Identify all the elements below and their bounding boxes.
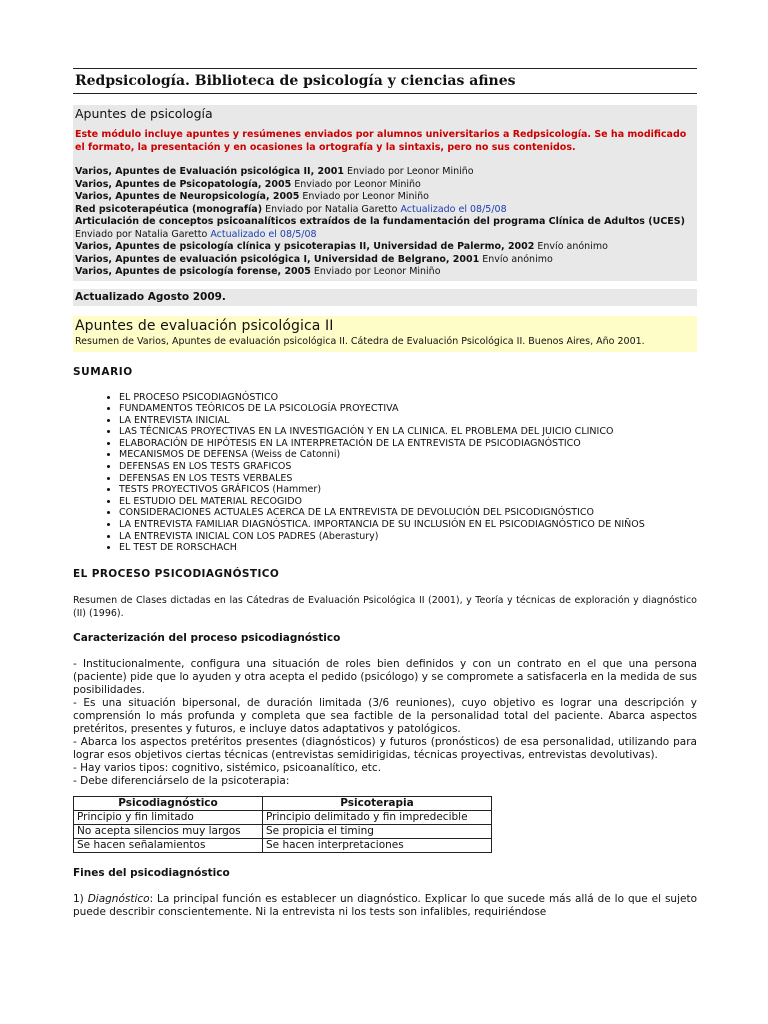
table-header-row <box>74 796 492 810</box>
caracterizacion-point: - Debe diferenciárselo de la psicoterapia: <box>73 774 290 787</box>
sumario-item[interactable]: • FUNDAMENTOS TEÓRICOS DE LA PSICOLOGÍA PROYECTIVA <box>119 403 697 415</box>
sumario-item[interactable]: • MECANISMOS DE DEFENSA (Weiss de Catonni) <box>119 449 697 461</box>
comparison-table <box>73 796 492 853</box>
apunte-item <box>75 216 695 229</box>
notice-text: Este módulo incluye apuntes y resúmenes enviados por alumnos universitarios a Redpsicología. Se ha modificado el formato, la presentación y en ocasiones la ortografía y la sintaxis, pero no sus contenidos. <box>75 129 687 153</box>
sumario-item[interactable]: • LA ENTREVISTA FAMILIAR DIAGNÓSTICA. IMPORTANCIA DE SU INCLUSIÓN EN EL PSICODIAGNÓSTICO DE NIÑOS <box>119 519 697 531</box>
sumario-item[interactable]: • DEFENSAS EN LOS TESTS VERBALES <box>119 473 697 485</box>
apunte-updated: Actualizado el 08/5/08 <box>210 228 317 240</box>
caracterizacion-heading: Caracterización del proceso psicodiagnóstico <box>73 631 341 644</box>
fines-paragraph <box>73 893 697 919</box>
document-title: Apuntes de evaluación psicológica II <box>75 317 334 334</box>
apunte-title[interactable]: Varios, Apuntes de Neuropsicología, 2005 <box>75 191 300 202</box>
apuntes-heading: Apuntes de psicología <box>75 106 213 121</box>
table-row <box>74 838 492 852</box>
apunte-title[interactable]: Varios, Apuntes de Psicopatología, 2005 <box>75 178 292 190</box>
apunte-item <box>75 204 695 217</box>
sumario-item[interactable]: • ELABORACIÓN DE HIPÓTESIS EN LA INTERPRETACIÓN DE LA ENTREVISTA DE PSICODIAGNÓSTICO <box>119 438 697 450</box>
apunte-title[interactable]: Varios, Apuntes de Evaluación psicológica II, 2001 <box>75 166 344 177</box>
apunte-title[interactable]: Varios, Apuntes de psicología forense, 2005 <box>75 266 311 277</box>
document-subtitle: Resumen de Varios, Apuntes de evaluación psicológica II. Cátedra de Evaluación Psicológica II. Buenos Aires, Año 2001. <box>75 335 645 347</box>
apunte-sender: Enviado por Natalia Garetto <box>262 203 401 215</box>
updated-label: Actualizado Agosto 2009. <box>73 289 697 306</box>
table-body <box>74 810 492 852</box>
apunte-updated: Actualizado el 08/5/08 <box>400 203 507 215</box>
sumario-heading: SUMARIO <box>73 365 133 378</box>
apunte-title[interactable]: Varios, Apuntes de psicología clínica y psicoterapias II, Universidad de Palermo, 2002 <box>75 241 535 252</box>
site-title: Redpsicología. Biblioteca de psicología y ciencias afines <box>73 68 697 94</box>
table-cell: Principio y fin limitado <box>74 810 263 824</box>
table-cell: Se propicia el timing <box>263 824 492 838</box>
sumario-item[interactable]: • CONSIDERACIONES ACTUALES ACERCA DE LA ENTREVISTA DE DEVOLUCIÓN DEL PSICODIGNÓSTICO <box>119 507 697 519</box>
sumario-item[interactable]: • LA ENTREVISTA INICIAL <box>119 415 697 427</box>
apunte-sender: Enviado por Natalia Garetto <box>75 228 211 240</box>
apunte-title[interactable]: Articulación de conceptos psicoanalíticos extraídos de la fundamentación del programa Clínica de Adultos (UCES) <box>75 216 685 227</box>
table-row <box>74 824 492 838</box>
caracterizacion-points <box>73 658 697 788</box>
sumario-item[interactable]: • LA ENTREVISTA INICIAL CON LOS PADRES (Aberastury) <box>119 531 697 543</box>
apunte-title[interactable]: Varios, Apuntes de evaluación psicológica I, Universidad de Belgrano, 2001 <box>75 253 480 265</box>
apunte-item <box>75 179 695 192</box>
apunte-sender: Enviado por Leonor Miniño <box>343 166 474 177</box>
apunte-sender: Envío anónimo <box>479 253 553 265</box>
apunte-item <box>75 166 695 179</box>
sumario-item[interactable]: • LAS TÉCNICAS PROYECTIVAS EN LA INVESTIGACIÓN Y EN LA CLINICA. EL PROBLEMA DEL JUICIO CLINICO <box>119 426 697 438</box>
apunte-item <box>75 229 695 242</box>
apunte-sender: Envío anónimo <box>534 241 608 252</box>
table-cell: No acepta silencios muy largos <box>74 824 263 838</box>
table-header-cell: Psicodiagnóstico <box>74 796 263 810</box>
fines-term: Diagnóstico <box>87 892 150 905</box>
table-cell: Se hacen interpretaciones <box>263 838 492 852</box>
apunte-title[interactable]: Red psicoterapéutica (monografía) <box>75 203 263 215</box>
fines-number: 1) <box>73 892 88 905</box>
apunte-item <box>75 241 695 254</box>
caracterizacion-point: - Abarca los aspectos pretéritos presentes (diagnósticos) y futuros (pronósticos) de esa personalidad, utilizando para lograr esos objetivos ciertas técnicas (entrevistas semidirigidas, técnicas proyectivas, entrevistas devolutivas). <box>73 735 697 761</box>
apunte-sender: Enviado por Leonor Miniño <box>291 178 421 190</box>
document-title-box <box>73 316 697 352</box>
document-page <box>73 68 697 919</box>
apunte-item <box>75 266 695 279</box>
proceso-heading: EL PROCESO PSICODIAGNÓSTICO <box>73 567 280 580</box>
sumario-list <box>73 392 697 554</box>
proceso-intro: Resumen de Clases dictadas en las Cátedras de Evaluación Psicológica II (2001), y Teoría y técnicas de exploración y diagnóstico (II) (1996). <box>73 594 697 619</box>
sumario-item[interactable]: • EL ESTUDIO DEL MATERIAL RECOGIDO <box>119 496 697 508</box>
table-cell: Principio delimitado y fin impredecible <box>263 810 492 824</box>
fines-text: : La principal función es establecer un diagnóstico. Explicar lo que sucede más allá de lo que el sujeto puede describir conscientemente. Ni la entrevista ni los tests son infalibles, requiriéndose <box>73 892 697 918</box>
sumario-item[interactable]: • EL PROCESO PSICODIAGNÓSTICO <box>119 392 697 404</box>
caracterizacion-point: - Institucionalmente, configura una situación de roles bien definidos y con un contrato en el que una persona (paciente) pide que lo ayuden y otra acepta el pedido (psicólogo) y se compromete a satisfacerla en la medida de sus posibilidades. <box>73 657 697 696</box>
apunte-item <box>75 191 695 204</box>
caracterizacion-point: - Es una situación bipersonal, de duración limitada (3/6 reuniones), cuyo objetivo es lograr una descripción y comprensión lo más profunda y completa que sea factible de la personalidad total del paciente. Abarca aspectos pretéritos, presentes y futuros, e incluye datos adaptativos y patológicos. <box>73 696 697 735</box>
caracterizacion-point: - Hay varios tipos: cognitivo, sistémico, psicoanalítico, etc. <box>73 761 382 774</box>
apuntes-box <box>73 105 697 281</box>
table-row <box>74 810 492 824</box>
apunte-sender: Enviado por Leonor Miniño <box>310 266 441 277</box>
apuntes-list <box>75 166 695 279</box>
sumario-item[interactable]: • DEFENSAS EN LOS TESTS GRAFICOS <box>119 461 697 473</box>
table-cell: Se hacen señalamientos <box>74 838 263 852</box>
fines-heading: Fines del psicodiagnóstico <box>73 866 230 879</box>
sumario-item[interactable]: • EL TEST DE RORSCHACH <box>119 542 697 554</box>
apunte-sender: Enviado por Leonor Miniño <box>299 191 429 202</box>
table-header-cell: Psicoterapia <box>263 796 492 810</box>
apunte-item <box>75 254 695 267</box>
sumario-item[interactable]: • TESTS PROYECTIVOS GRÁFICOS (Hammer) <box>119 484 697 496</box>
